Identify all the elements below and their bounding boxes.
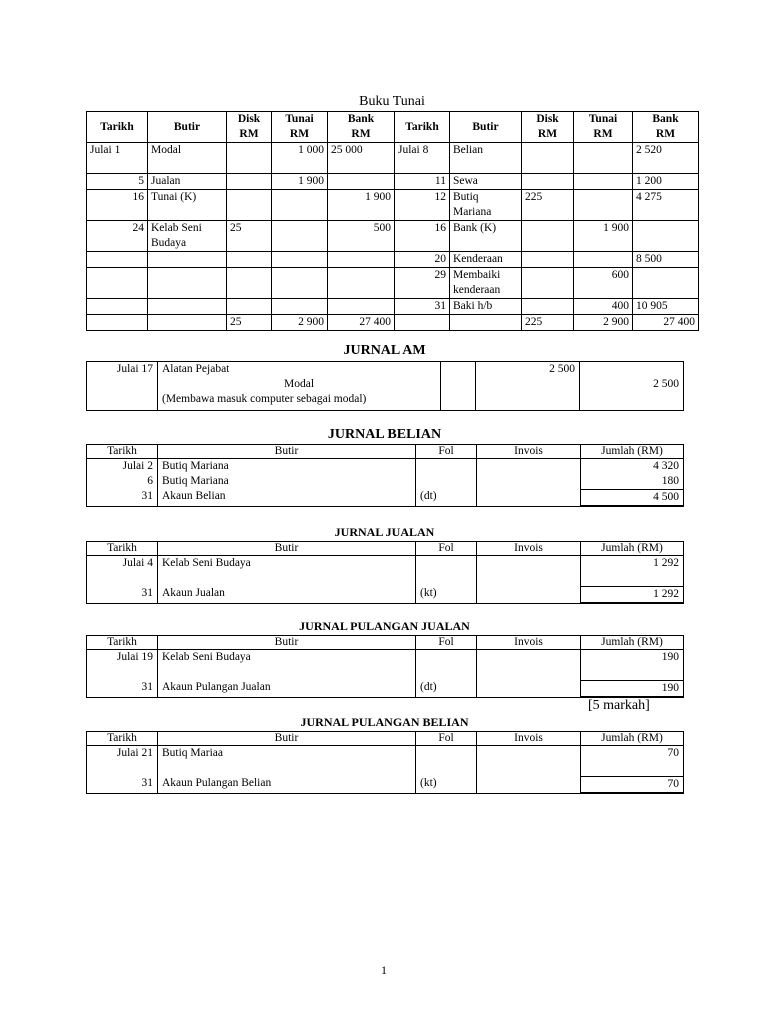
cell-butir xyxy=(148,252,227,268)
table-row xyxy=(87,556,684,604)
header-jumlah: Jumlah (RM) xyxy=(581,542,684,556)
jurnal-pulangan-jualan-table xyxy=(86,635,684,698)
cell-butir: Butiq Mariana Butiq Mariana Akaun Belian xyxy=(158,459,416,507)
cell-invois xyxy=(477,746,581,794)
cell-tarikh: 16 xyxy=(395,221,450,252)
header-butir: Butir xyxy=(158,445,416,459)
header-bank: Bank RM xyxy=(328,112,395,143)
cell-butir: Kelab Seni Budaya Akaun Pulangan Jualan xyxy=(158,650,416,698)
header-jumlah: Jumlah (RM) xyxy=(581,445,684,459)
cell-tarikh: 20 xyxy=(395,252,450,268)
cell-tarikh: Julai 2 6 31 xyxy=(87,459,158,507)
cell-butir: Kenderaan xyxy=(450,252,522,268)
header-jumlah: Jumlah (RM) xyxy=(581,636,684,650)
jurnal-jualan-title: JURNAL JUALAN xyxy=(334,525,435,539)
cell-butir: Kelab Seni Budaya Akaun Jualan xyxy=(158,556,416,604)
cell-jumlah: 4 320 180 4 500 xyxy=(581,459,684,507)
cell-tarikh: Julai 4 31 xyxy=(87,556,158,604)
cell-bank: 500 xyxy=(328,221,395,252)
cell-tarikh: 12 xyxy=(395,190,450,221)
cell-disk xyxy=(227,190,272,221)
table-row xyxy=(87,252,699,268)
header-disk-right: Disk RM xyxy=(522,112,574,143)
cell-tarikh: Julai 19 31 xyxy=(87,650,158,698)
table-row xyxy=(87,143,699,174)
cell-disk: 225 xyxy=(522,190,574,221)
page-number: 1 xyxy=(381,963,387,977)
cell-tunai: 1 900 xyxy=(574,221,633,252)
cell-butir: Belian xyxy=(450,143,522,174)
header-butir: Butir xyxy=(158,542,416,556)
header-fol: Fol xyxy=(416,636,477,650)
header-butir: Butir xyxy=(158,636,416,650)
cell-tunai: 1 900 xyxy=(272,174,328,190)
cell-invois xyxy=(477,650,581,698)
cell-butir xyxy=(148,268,227,299)
cell-fol: (dt) xyxy=(416,650,477,698)
header-jumlah: Jumlah (RM) xyxy=(581,732,684,746)
cell-tunai xyxy=(574,190,633,221)
cell-disk: 25 xyxy=(227,221,272,252)
cell-tarikh: 11 xyxy=(395,174,450,190)
cell-invois xyxy=(477,459,581,507)
header-tarikh: Tarikh xyxy=(87,636,158,650)
cell-fol: (kt) xyxy=(416,556,477,604)
header-fol: Fol xyxy=(416,445,477,459)
cell-tarikh: Julai 8 xyxy=(395,143,450,174)
cell-tunai xyxy=(574,252,633,268)
table-row xyxy=(87,746,684,794)
header-tarikh-right: Tarikh xyxy=(395,112,450,143)
cell-butir xyxy=(158,362,441,411)
total-disk: 25 xyxy=(227,315,272,331)
cell-bank xyxy=(633,268,699,299)
cell-bank: 25 000 xyxy=(328,143,395,174)
buku-tunai-title: Buku Tunai xyxy=(359,94,425,109)
cell-jumlah: 70 70 xyxy=(581,746,684,794)
cell-bank xyxy=(328,268,395,299)
total-bank: 27 400 xyxy=(633,315,699,331)
header-bank-right: Bank RM xyxy=(633,112,699,143)
cell-tarikh: Julai 21 31 xyxy=(87,746,158,794)
header-tarikh: Tarikh xyxy=(87,542,158,556)
jurnal-am-table xyxy=(86,361,684,411)
cell-butir: Baki h/b xyxy=(450,299,522,315)
cell-butir: Butiq Mariana xyxy=(450,190,522,221)
cell-butir: Modal xyxy=(148,143,227,174)
table-row xyxy=(87,190,699,221)
cell-tarikh: 16 xyxy=(87,190,148,221)
cell-tarikh xyxy=(87,299,148,315)
cell-disk xyxy=(522,268,574,299)
cell-tarikh: 5 xyxy=(87,174,148,190)
buku-tunai-header-row xyxy=(87,112,699,143)
cell-tunai xyxy=(574,174,633,190)
table-row xyxy=(87,362,684,411)
narration: (Membawa masuk computer sebagai modal) xyxy=(162,393,367,405)
table-row xyxy=(87,174,699,190)
table-row xyxy=(87,268,699,299)
cell-bank: 10 905 xyxy=(633,299,699,315)
cell-bank xyxy=(328,174,395,190)
table-row xyxy=(87,299,699,315)
header-tunai-right: Tunai RM xyxy=(574,112,633,143)
cell-tunai xyxy=(574,143,633,174)
jurnal-header-row xyxy=(87,732,684,746)
cell-butir: Bank (K) xyxy=(450,221,522,252)
cell-bank: 1 900 xyxy=(328,190,395,221)
cell-fol xyxy=(441,362,476,411)
header-invois: Invois xyxy=(477,732,581,746)
total-tunai: 2 900 xyxy=(272,315,328,331)
header-butir: Butir xyxy=(148,112,227,143)
jurnal-pulangan-jualan-title: JURNAL PULANGAN JUALAN xyxy=(299,619,470,633)
cell-tarikh: 29 xyxy=(395,268,450,299)
header-disk: Disk RM xyxy=(227,112,272,143)
credit-account: Modal xyxy=(283,378,315,390)
cell-tunai xyxy=(272,190,328,221)
cell-disk xyxy=(227,174,272,190)
jurnal-jualan-table xyxy=(86,541,684,604)
credit-value: 2 500 xyxy=(653,378,679,390)
cell-tarikh xyxy=(87,252,148,268)
cell-disk xyxy=(227,143,272,174)
cell-tunai: 1 000 xyxy=(272,143,328,174)
cell-bank: 4 275 xyxy=(633,190,699,221)
cell-tunai xyxy=(272,221,328,252)
header-butir: Butir xyxy=(158,732,416,746)
cell-jumlah: 1 292 1 292 xyxy=(581,556,684,604)
jurnal-header-row xyxy=(87,542,684,556)
jurnal-belian-table xyxy=(86,444,684,507)
header-invois: Invois xyxy=(477,636,581,650)
header-fol: Fol xyxy=(416,542,477,556)
cell-credit xyxy=(580,362,684,411)
cell-butir: Kelab Seni Budaya xyxy=(148,221,227,252)
cell-butir: Membaiki kenderaan xyxy=(450,268,522,299)
total-bank: 27 400 xyxy=(328,315,395,331)
cell-butir: Butiq Mariaa Akaun Pulangan Belian xyxy=(158,746,416,794)
jurnal-pulangan-belian-title: JURNAL PULANGAN BELIAN xyxy=(300,715,469,729)
table-row xyxy=(87,650,684,698)
cell-disk xyxy=(522,252,574,268)
header-tarikh: Tarikh xyxy=(87,445,158,459)
cell-disk xyxy=(522,221,574,252)
table-row xyxy=(87,459,684,507)
cell-tarikh xyxy=(87,268,148,299)
total-tunai: 2 900 xyxy=(574,315,633,331)
header-invois: Invois xyxy=(477,542,581,556)
cell-jumlah: 190 190 xyxy=(581,650,684,698)
markah-label: [5 markah] xyxy=(588,698,650,713)
cell-bank xyxy=(633,221,699,252)
cell-tunai: 400 xyxy=(574,299,633,315)
cell-butir: Jualan xyxy=(148,174,227,190)
cell-tarikh: 24 xyxy=(87,221,148,252)
buku-tunai-table xyxy=(86,111,699,331)
cell-fol: (kt) xyxy=(416,746,477,794)
header-tarikh: Tarikh xyxy=(87,732,158,746)
cell-butir xyxy=(148,299,227,315)
jurnal-header-row xyxy=(87,636,684,650)
cell-tunai xyxy=(272,299,328,315)
cell-bank: 8 500 xyxy=(633,252,699,268)
cell-disk xyxy=(522,143,574,174)
cell-bank: 2 520 xyxy=(633,143,699,174)
cell-debit: 2 500 xyxy=(476,362,580,411)
cell-tunai xyxy=(272,252,328,268)
cell-tunai xyxy=(272,268,328,299)
cell-invois xyxy=(477,556,581,604)
header-tunai: Tunai RM xyxy=(272,112,328,143)
cell-bank xyxy=(328,252,395,268)
cell-bank: 1 200 xyxy=(633,174,699,190)
jurnal-header-row xyxy=(87,445,684,459)
cell-bank xyxy=(328,299,395,315)
jurnal-am-title: JURNAL AM xyxy=(343,343,426,358)
header-invois: Invois xyxy=(477,445,581,459)
cell-tarikh: Julai 17 xyxy=(87,362,158,411)
jurnal-belian-title: JURNAL BELIAN xyxy=(327,427,442,442)
cell-disk xyxy=(227,299,272,315)
total-disk: 225 xyxy=(522,315,574,331)
header-fol: Fol xyxy=(416,732,477,746)
header-tarikh: Tarikh xyxy=(87,112,148,143)
table-row xyxy=(87,221,699,252)
header-butir-right: Butir xyxy=(450,112,522,143)
cell-butir: Sewa xyxy=(450,174,522,190)
jurnal-pulangan-belian-table xyxy=(86,731,684,794)
cell-butir: Tunai (K) xyxy=(148,190,227,221)
cell-tarikh: Julai 1 xyxy=(87,143,148,174)
cell-disk xyxy=(227,268,272,299)
buku-tunai-totals-row xyxy=(87,315,699,331)
debit-account: Alatan Pejabat xyxy=(162,363,230,375)
cell-fol: (dt) xyxy=(416,459,477,507)
cell-tunai: 600 xyxy=(574,268,633,299)
cell-disk xyxy=(522,299,574,315)
cell-tarikh: 31 xyxy=(395,299,450,315)
cell-disk xyxy=(522,174,574,190)
cell-disk xyxy=(227,252,272,268)
